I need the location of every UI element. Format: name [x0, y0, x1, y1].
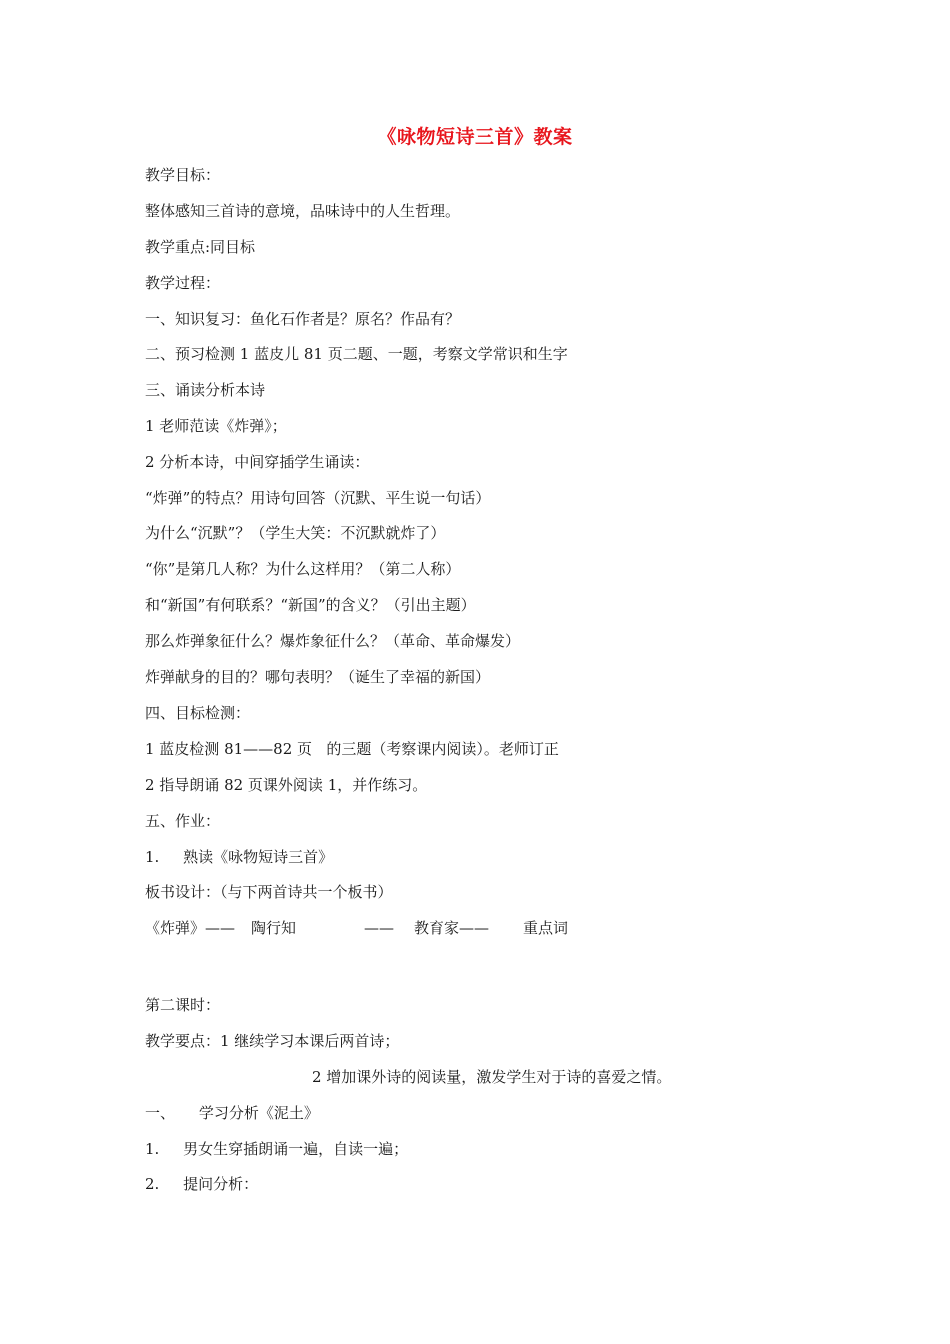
text-line: 1. 男女生穿插朗诵一遍，自读一遍；	[145, 1140, 409, 1158]
text-line: 2 分析本诗，中间穿插学生诵读：	[145, 453, 370, 471]
text-line: 教学要点：1 继续学习本课后两首诗；	[145, 1032, 400, 1050]
text-line: 1 老师范读《炸弹》；	[145, 417, 287, 435]
page-title: 《咏物短诗三首》教案	[377, 126, 573, 148]
text-line: 四、目标检测：	[145, 704, 251, 722]
text-line: 教学过程：	[145, 274, 221, 292]
board-design-row	[145, 918, 568, 938]
text-line: “炸弹”的特点？用诗句回答（沉默、平生说一句话）	[145, 489, 491, 507]
board-item: 陶行知	[251, 919, 297, 937]
text-line: “你”是第几人称？为什么这样用？（第二人称）	[145, 560, 461, 578]
text-line: 整体感知三首诗的意境，品味诗中的人生哲理。	[145, 202, 461, 220]
text-line: 板书设计：（与下两首诗共一个板书）	[145, 883, 393, 901]
text-line: 教学目标：	[145, 166, 221, 184]
board-item: 《炸弹》——	[145, 919, 236, 937]
text-line: 2 指导朗诵 82 页课外阅读 1，并作练习。	[145, 776, 428, 794]
board-item: 重点词	[523, 919, 569, 937]
text-line: 炸弹献身的目的？哪句表明？（诞生了幸福的新国）	[145, 668, 491, 686]
text-line: 2 增加课外诗的阅读量，激发学生对于诗的喜爱之情。	[312, 1068, 672, 1086]
text-line: 和“新国”有何联系？“新国”的含义？（引出主题）	[145, 596, 476, 614]
text-line: 为什么“沉默”？（学生大笑：不沉默就炸了）	[145, 524, 446, 542]
board-item: ——	[364, 919, 395, 937]
text-line: 教学重点:同目标	[145, 238, 256, 256]
text-line: 二、预习检测 1 蓝皮儿 81 页二题、一题，考察文学常识和生字	[145, 345, 568, 363]
text-line: 1 蓝皮检测 81——82 页 的三题（考察课内阅读）。老师订正	[145, 740, 559, 758]
board-item: 教育家——	[414, 919, 490, 937]
text-line: 第二课时：	[145, 996, 221, 1014]
text-line: 一、 学习分析《泥土》	[145, 1104, 319, 1122]
text-line: 那么炸弹象征什么？爆炸象征什么？（革命、革命爆发）	[145, 632, 521, 650]
text-line: 三、诵读分析本诗	[145, 381, 266, 399]
text-line: 五、作业：	[145, 812, 221, 830]
text-line: 一、知识复习：鱼化石作者是？原名？作品有？	[145, 310, 461, 328]
text-line: 1. 熟读《咏物短诗三首》	[145, 848, 334, 866]
text-line: 2. 提问分析：	[145, 1175, 259, 1193]
